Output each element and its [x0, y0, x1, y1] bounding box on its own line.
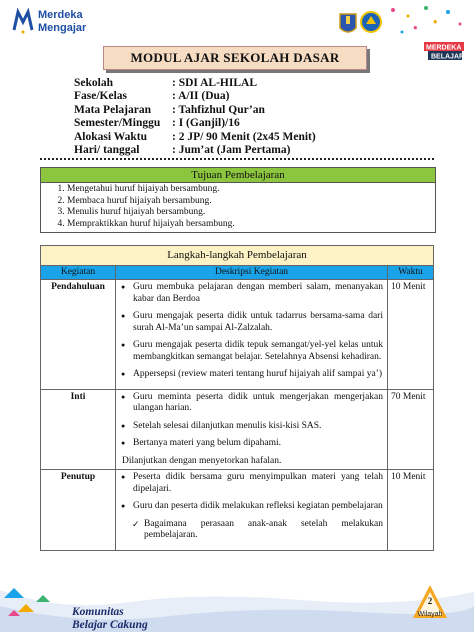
identity-value: : SDI AL-HILAL — [172, 77, 257, 89]
identity-label: Semester/Minggu — [74, 117, 161, 130]
identity-label: Fase/Kelas — [74, 90, 128, 103]
brand-line2: Mengajar — [38, 22, 87, 34]
identity-value: : 2 JP/ 90 Menit (2x45 Menit) — [172, 130, 316, 143]
kegiatan-cell: Inti — [41, 389, 116, 470]
kemendikbud-emblem-icon — [361, 12, 381, 32]
column-header-deskripsi: Deskripsi Kegiatan — [116, 266, 388, 280]
identity-label: Hari/ tanggal — [74, 144, 140, 157]
waktu-cell: 10 Menit — [388, 470, 434, 551]
deskripsi-item: ● Guru mengajak peserta didik untuk tadarrus bersama-sama dari surah Al-Ma’un sampai Al-Zalzalah. — [120, 311, 383, 334]
identity-label: Mata Pelajaran — [74, 103, 151, 116]
document-title: MODUL AJAR SEKOLAH DASAR — [130, 50, 340, 65]
tujuan-item: 2. Membaca huruf hijaiyah bersambung. — [67, 196, 435, 208]
merdeka-mengajar-mark-icon — [12, 8, 34, 34]
dotted-divider — [40, 158, 434, 160]
identity-block — [74, 77, 316, 157]
tujuan-item: 1. Mengetahui huruf hijaiyah bersambung. — [67, 184, 435, 196]
langkah-heading: Langkah-langkah Pembelajaran — [41, 246, 434, 266]
right-logo-line2: BELAJAR — [431, 53, 465, 61]
document-title-box — [103, 46, 367, 70]
tujuan-list — [41, 183, 435, 232]
dki-emblem-icon — [340, 14, 356, 32]
identity-value: : Tahfizhul Qur’an — [172, 103, 265, 116]
tujuan-pembelajaran-box — [40, 167, 436, 233]
deskripsi-item: ● Peserta didik bersama guru menyimpulkan materi yang telah dipelajari. — [120, 472, 383, 495]
deskripsi-item: ● Guru membuka pelajaran dengan memberi salam, menanyakan kabar dan Berdoa — [120, 282, 383, 305]
column-header-kegiatan: Kegiatan — [41, 266, 116, 280]
tujuan-item: 4. Mempraktikkan huruf hijaiyah bersambung. — [67, 219, 435, 231]
kegiatan-cell: Pendahuluan — [41, 280, 116, 390]
komunitas-line1: Komunitas — [72, 606, 124, 618]
column-header-waktu: Waktu — [388, 266, 434, 280]
deskripsi-item: ● Guru mengajak peserta didik tepuk semangat/yel-yel kelas untuk membangkitkan semangat belajar. Setelahnya Absensi kehadiran. — [120, 340, 383, 363]
deskripsi-subitem: ✓ Bagaimana perasaan anak-anak setelah melakukan pembelajaran. — [120, 519, 383, 542]
deskripsi-item: ● Guru dan peserta didik melakukan refleksi kegiatan pembelajaran — [120, 501, 383, 513]
identity-row — [74, 77, 316, 90]
deskripsi-cell — [116, 470, 388, 551]
merdeka-belajar-logo — [424, 42, 464, 61]
brand-line1: Merdeka — [38, 9, 83, 21]
identity-row — [74, 131, 316, 144]
identity-label: Alokasi Waktu — [74, 130, 147, 143]
deskripsi-cell — [116, 389, 388, 470]
waktu-cell: 10 Menit — [388, 280, 434, 390]
deskripsi-cell — [116, 280, 388, 390]
merdeka-mengajar-logo — [12, 6, 132, 42]
identity-value: : Jum’at (Jam Pertama) — [172, 144, 291, 157]
confetti-icon — [391, 6, 462, 34]
identity-row — [74, 104, 316, 117]
table-row — [41, 280, 434, 390]
identity-value: : I (Ganjil)/16 — [172, 117, 240, 130]
tujuan-item: 3. Menulis huruf hijaiyah bersambung. — [67, 207, 435, 219]
identity-label: Sekolah — [74, 77, 113, 89]
waktu-cell: 70 Menit — [388, 389, 434, 470]
langkah-pembelajaran-table — [40, 245, 434, 551]
deskripsi-item: ● Setelah selesai dilanjutkan menulis kisi-kisi SAS. — [120, 421, 383, 433]
identity-row — [74, 144, 316, 157]
kegiatan-cell: Penutup — [41, 470, 116, 551]
tujuan-heading: Tujuan Pembelajaran — [41, 168, 435, 183]
wilayah-label: Wilayah — [417, 611, 443, 618]
table-row — [41, 389, 434, 470]
deskripsi-note: Dilanjutkan dengan menyetorkan hafalan. — [122, 455, 282, 466]
deskripsi-item: ● Bertanya materi yang belum dipahami. — [120, 438, 383, 450]
komunitas-label — [72, 606, 148, 632]
identity-row — [74, 117, 316, 130]
table-row — [41, 470, 434, 551]
page-number: 2 — [427, 596, 433, 606]
identity-value: : A/II (Dua) — [172, 90, 230, 103]
deskripsi-item: ● Guru meminta peserta didik untuk mengerjakan mengerjakan ulangan harian. — [120, 392, 383, 415]
right-logo-line1: MERDEKA — [426, 44, 462, 52]
deskripsi-item: ● Appersepsi (review materi tentang huruf hijaiyah alif sampai ya’) — [120, 369, 383, 381]
identity-row — [74, 90, 316, 103]
komunitas-line2: Belajar Cakung — [72, 619, 148, 631]
